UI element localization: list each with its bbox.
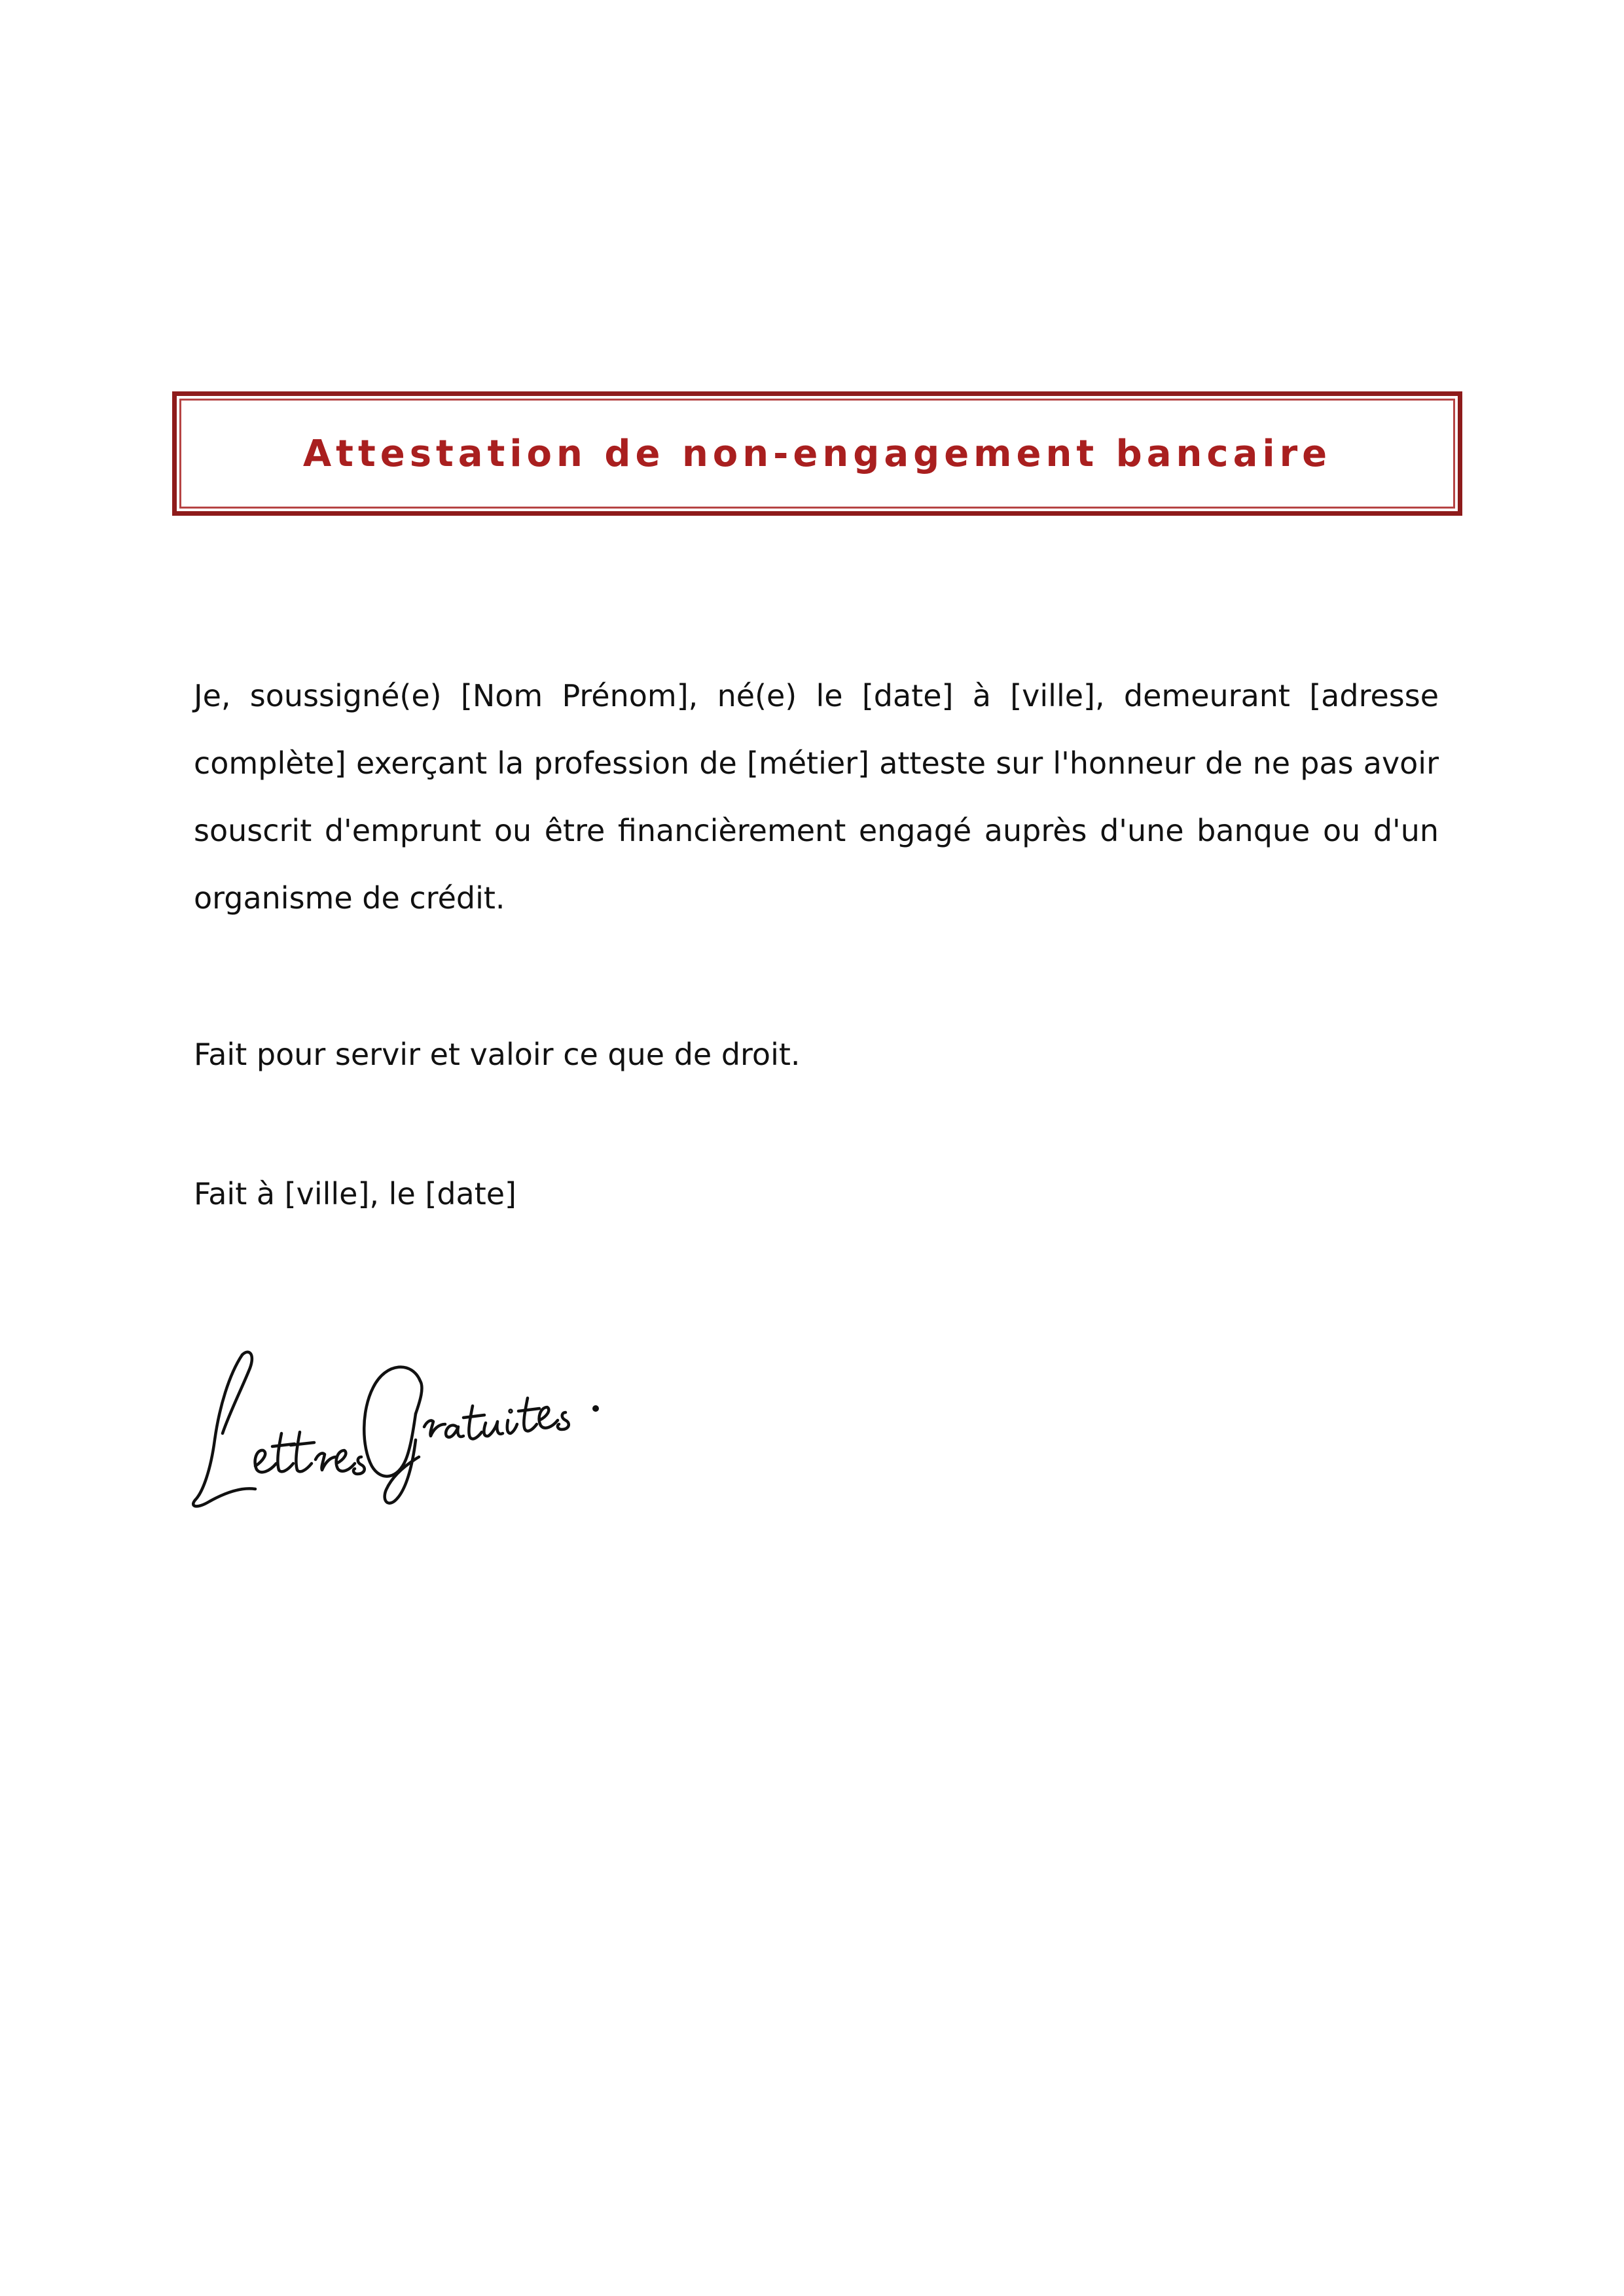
document-title: Attestation de non-engagement bancaire — [302, 432, 1332, 475]
title-frame — [172, 391, 1462, 516]
place-and-date: Fait à [ville], le [date] — [194, 1176, 516, 1211]
handwritten-signature — [190, 1335, 609, 1518]
attestation-body: Je, soussigné(e) [Nom Prénom], né(e) le [date] à [ville], demeurant [adresse complète] exerçant la profession de [métier] atteste sur l'honneur de ne pas avoir souscrit d'emprunt ou être financièrement engagé auprès d'une banque ou d'un organisme de crédit. — [194, 678, 1439, 916]
closing-formula: Fait pour servir et valoir ce que de droit. — [194, 1037, 801, 1072]
